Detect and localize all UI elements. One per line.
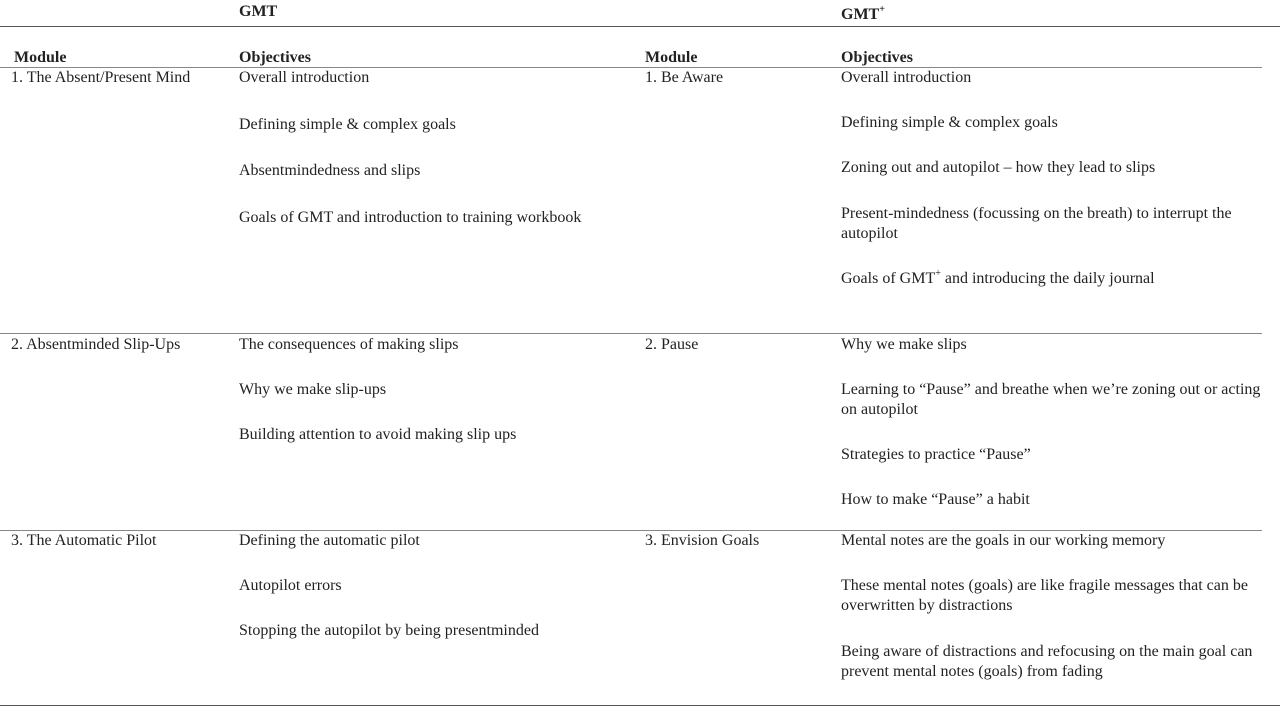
group-header-gmt	[239, 2, 277, 22]
gmt-objective: Stopping the autopilot by being presentminded	[239, 622, 539, 639]
column-header-module-gmt: Module	[14, 49, 67, 66]
gmt-module-cell: 1. The Absent/Present Mind	[11, 69, 191, 86]
column-header-module-gmt-plus: Module	[645, 49, 698, 66]
row-divider-1	[0, 333, 1262, 334]
gmt-plus-objective: Mental notes are the goals in our working memory	[841, 532, 1166, 549]
gmt-plus-objective: Overall introduction	[841, 69, 972, 86]
group-header-gmt-plus-label: GMT	[841, 6, 880, 23]
gmt-plus-objective: Strategies to practice “Pause”	[841, 446, 1031, 463]
gmt-plus-module-cell: 2. Pause	[645, 336, 699, 353]
gmt-module-cell: 2. Absentminded Slip-Ups	[11, 336, 181, 353]
gmt-objective: Why we make slip-ups	[239, 381, 387, 398]
gmt-plus-objective: Being aware of distractions and refocusing on the main goal can prevent mental notes (goals) from fading	[841, 643, 1253, 680]
gmt-objective: Autopilot errors	[239, 577, 342, 594]
gmt-plus-objective	[841, 269, 1155, 289]
gmt-plus-objective-sup: +	[935, 268, 941, 279]
group-header-gmt-plus-sup: +	[879, 4, 885, 15]
gmt-plus-objective: These mental notes (goals) are like fragile messages that can be overwritten by distractions	[841, 577, 1248, 614]
gmt-plus-objective: Defining simple & complex goals	[841, 114, 1058, 131]
gmt-plus-objective: Learning to “Pause” and breathe when we’re zoning out or acting on autopilot	[841, 381, 1261, 418]
gmt-plus-objective: Zoning out and autopilot – how they lead to slips	[841, 159, 1156, 176]
top-rule	[0, 26, 1280, 27]
gmt-plus-module-cell: 1. Be Aware	[645, 69, 724, 86]
bottom-rule	[0, 705, 1280, 706]
gmt-plus-objective: Present-mindedness (focussing on the breath) to interrupt the autopilot	[841, 205, 1232, 242]
gmt-plus-objective: Why we make slips	[841, 336, 967, 353]
gmt-objective: Defining the automatic pilot	[239, 532, 420, 549]
gmt-module-cell: 3. The Automatic Pilot	[11, 532, 157, 549]
gmt-objective: Defining simple & complex goals	[239, 116, 456, 133]
column-header-objectives-gmt: Objectives	[239, 49, 311, 66]
column-header-objectives-gmt-plus: Objectives	[841, 49, 913, 66]
gmt-objective: Building attention to avoid making slip ups	[239, 426, 517, 443]
gmt-plus-objective: How to make “Pause” a habit	[841, 491, 1030, 508]
gmt-plus-objective-part: Goals of GMT	[841, 270, 936, 287]
gmt-objective: The consequences of making slips	[239, 336, 459, 353]
gmt-objective: Overall introduction	[239, 69, 370, 86]
gmt-plus-module-cell: 3. Envision Goals	[645, 532, 760, 549]
gmt-objective: Absentmindedness and slips	[239, 162, 421, 179]
gmt-plus-objective-part: and introducing the daily journal	[940, 270, 1155, 287]
gmt-objective: Goals of GMT and introduction to training workbook	[239, 209, 582, 226]
group-header-gmt-plus	[841, 5, 885, 25]
group-header-gmt-label: GMT	[239, 3, 278, 20]
